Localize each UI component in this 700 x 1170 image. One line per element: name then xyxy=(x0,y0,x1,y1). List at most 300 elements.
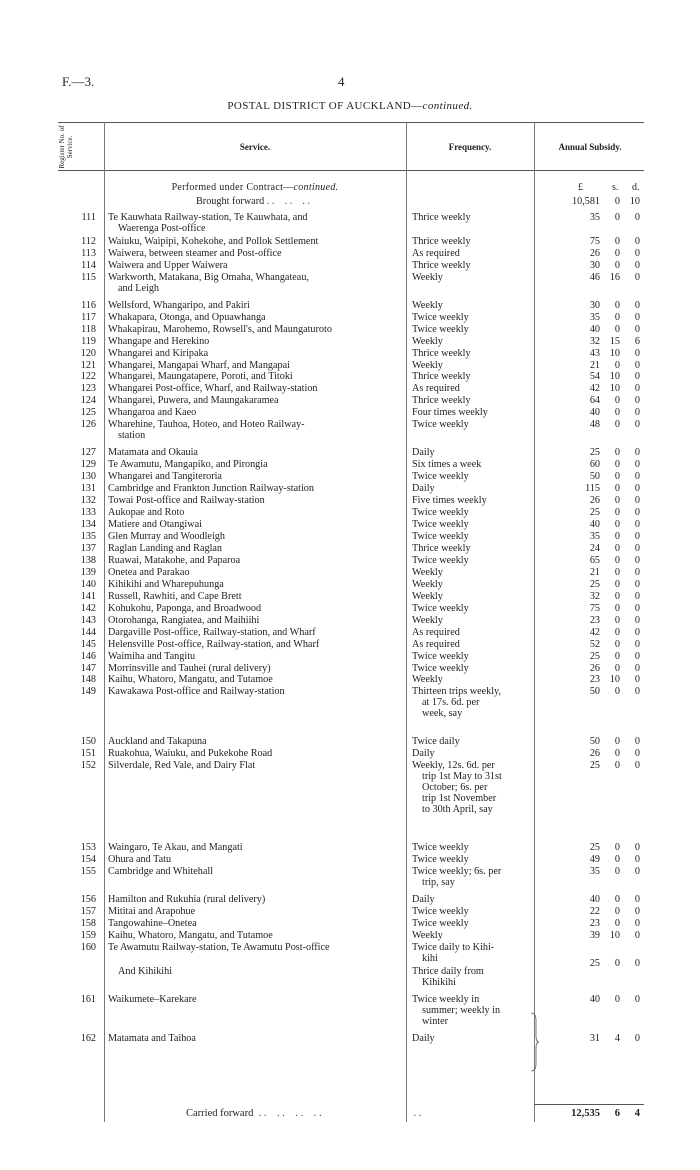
register-number: 161 xyxy=(80,993,96,1005)
subsidy-pence: 0 xyxy=(634,638,640,650)
subsidy-pounds: 21 xyxy=(589,359,600,371)
subsidy-pounds: 35 xyxy=(589,212,600,223)
frequency xyxy=(412,507,530,518)
frequency-line-more: kihi xyxy=(422,952,438,964)
frequency xyxy=(412,236,530,247)
subsidy-pence: 0 xyxy=(634,507,640,519)
brace-bracket xyxy=(530,1012,540,1072)
subsidy-shillings: 0 xyxy=(614,542,620,554)
service-line: Morrinsville and Tauhei (rural delivery) xyxy=(108,662,271,674)
subsidy-shillings: 0 xyxy=(614,419,620,431)
frequency-line: Weekly xyxy=(412,929,443,941)
frequency-line: Twice daily to Kihi- xyxy=(412,941,495,953)
frequency-line: Twice weekly xyxy=(412,662,469,674)
subsidy-pounds: 23 xyxy=(589,917,600,929)
subsidy-pounds: 54 xyxy=(589,371,600,383)
annual-subsidy xyxy=(538,348,642,360)
title-continued: continued. xyxy=(422,100,473,112)
service-name xyxy=(108,236,402,247)
subsidy-pence: 0 xyxy=(634,247,640,259)
service-line: Cambridge and Frankton Junction Railway-station xyxy=(108,483,314,495)
brought-forward-label: Brought forward xyxy=(196,196,265,207)
frequency xyxy=(412,748,530,759)
register-number: 115 xyxy=(81,271,96,283)
subsidy-pounds: 25 xyxy=(589,650,600,662)
subsidy-pence: 0 xyxy=(634,929,640,941)
service-line: Waimiha and Tangitu xyxy=(108,650,196,662)
register-number: 121 xyxy=(80,359,96,371)
frequency xyxy=(412,272,530,283)
subsidy-pounds: 52 xyxy=(589,638,600,650)
subsidy-pence: 0 xyxy=(634,554,640,566)
service-line: Te Kauwhata Railway-station, Te Kauwhata, and xyxy=(108,212,308,223)
frequency xyxy=(412,966,530,988)
service-line: Hamilton and Rukuhia (rural delivery) xyxy=(108,893,266,905)
subsidy-pounds: 25 xyxy=(589,842,600,854)
subsidy-shillings: 0 xyxy=(614,842,620,854)
subsidy-pounds: 50 xyxy=(589,471,600,483)
frequency xyxy=(412,894,530,905)
register-number: 125 xyxy=(80,407,96,419)
frequency-line: Weekly xyxy=(412,578,443,590)
frequency-line: Twice daily xyxy=(412,736,460,748)
service-name xyxy=(108,383,402,394)
service-line: Kohukohu, Paponga, and Broadwood xyxy=(108,602,262,614)
frequency xyxy=(412,395,530,406)
carried-forward-label: Carried forward xyxy=(186,1108,254,1119)
service-name xyxy=(108,371,402,382)
subsidy-pounds: 75 xyxy=(589,235,600,247)
annual-subsidy xyxy=(538,395,642,407)
subsidy-pounds: 23 xyxy=(589,674,600,686)
subsidy-shillings: 0 xyxy=(614,495,620,507)
subsidy-shillings: 0 xyxy=(614,917,620,929)
frequency-line: Daily xyxy=(412,893,435,905)
subsidy-pence: 0 xyxy=(634,760,640,772)
subsidy-pounds: 35 xyxy=(589,865,600,877)
subsidy-pounds: 39 xyxy=(589,929,600,941)
annual-subsidy xyxy=(538,531,642,543)
subsidy-pence: 0 xyxy=(634,614,640,626)
unit-pounds: £ xyxy=(578,182,583,193)
service-line: Waiuku, Waipipi, Kohekohe, and Pollok Settlement xyxy=(108,235,319,247)
subsidy-pence: 0 xyxy=(634,1033,640,1045)
subsidy-pounds: 40 xyxy=(589,993,600,1005)
register-number: 133 xyxy=(80,507,96,519)
service-name xyxy=(108,627,402,638)
register-number: 124 xyxy=(80,395,96,407)
register-number: 155 xyxy=(80,865,96,877)
frequency-line: Thrice weekly xyxy=(412,235,471,247)
annual-subsidy xyxy=(538,686,642,698)
service-line: Whangarei, Puwera, and Maungakaramea xyxy=(108,395,279,407)
annual-subsidy xyxy=(538,579,642,591)
leader-dots: . . . . . . . . . . xyxy=(258,1108,422,1119)
subsidy-shillings: 0 xyxy=(614,554,620,566)
subsidy-shillings: 0 xyxy=(614,662,620,674)
frequency xyxy=(412,591,530,602)
carried-forward-pence: 4 xyxy=(634,1108,640,1119)
subsidy-pence: 0 xyxy=(634,347,640,359)
subsidy-pounds: 64 xyxy=(589,395,600,407)
service-line: Auckland and Takapuna xyxy=(108,736,207,748)
subsidy-shillings: 10 xyxy=(609,929,620,941)
service-name xyxy=(108,966,412,977)
subsidy-shillings: 0 xyxy=(614,259,620,271)
frequency xyxy=(412,300,530,311)
frequency xyxy=(412,686,530,719)
annual-subsidy xyxy=(538,459,642,471)
service-line: Dargaville Post-office, Railway-station, and Wharf xyxy=(108,626,316,638)
service-line: Onetea and Parakao xyxy=(108,566,190,578)
frequency-line: Weekly xyxy=(412,299,443,311)
brought-forward-shillings: 0 xyxy=(614,196,620,207)
frequency-line: As required xyxy=(412,247,460,259)
service-name xyxy=(108,615,402,626)
frequency-line-more: trip 1st May to 31st xyxy=(422,771,502,783)
register-number: 116 xyxy=(81,299,96,311)
service-name xyxy=(108,531,402,542)
frequency xyxy=(412,579,530,590)
register-number: 118 xyxy=(81,323,96,335)
annual-subsidy xyxy=(538,760,642,772)
annual-subsidy xyxy=(538,663,642,675)
subsidy-pence: 0 xyxy=(634,893,640,905)
service-name xyxy=(108,300,402,311)
service-line: Whangarei Post-office, Wharf, and Railway-station xyxy=(108,383,318,395)
service-name xyxy=(108,495,402,506)
service-line: Whangape and Herekino xyxy=(108,335,210,347)
carried-forward-pounds: 12,535 xyxy=(571,1108,600,1119)
subsidy-pounds: 42 xyxy=(589,626,600,638)
frequency-line: Twice weekly xyxy=(412,507,469,519)
subsidy-pounds: 26 xyxy=(589,247,600,259)
frequency-line: Twice weekly in xyxy=(412,993,480,1005)
service-line: Te Awamutu, Mangapiko, and Pirongia xyxy=(108,459,268,471)
register-number: 137 xyxy=(80,542,96,554)
service-line: Warkworth, Matakana, Big Omaha, Whangateau, xyxy=(108,271,309,283)
frequency-line: Thrice weekly xyxy=(412,259,471,271)
register-number: 132 xyxy=(80,495,96,507)
service-name xyxy=(108,312,402,323)
register-number: 145 xyxy=(80,638,96,650)
subsidy-pounds: 30 xyxy=(589,299,600,311)
service-line: Wellsford, Whangaripo, and Pakiri xyxy=(108,299,250,311)
subsidy-pounds: 50 xyxy=(589,686,600,698)
subsidy-shillings: 0 xyxy=(614,483,620,495)
annual-subsidy xyxy=(538,383,642,395)
annual-subsidy xyxy=(538,447,642,459)
annual-subsidy xyxy=(538,419,642,431)
service-name xyxy=(108,567,402,578)
service-line: Silverdale, Red Vale, and Dairy Flat xyxy=(108,760,256,772)
register-number: 117 xyxy=(81,311,96,323)
subsidy-pence: 0 xyxy=(634,235,640,247)
service-name xyxy=(108,543,402,554)
service-line: Whangarei, Mangapai Wharf, and Mangapai xyxy=(108,359,290,371)
service-line: Wharehine, Tauhoa, Hoteo, and Hoteo Railway- xyxy=(108,419,305,431)
service-line: Waikumete–Karekare xyxy=(108,993,197,1005)
subsidy-shillings: 0 xyxy=(614,407,620,419)
subsidy-pounds: 25 xyxy=(589,507,600,519)
subsidy-shillings: 0 xyxy=(614,614,620,626)
subsidy-pounds: 24 xyxy=(589,542,600,554)
subsidy-pounds: 23 xyxy=(589,614,600,626)
service-line: Whangarei and Tangiteroria xyxy=(108,471,222,483)
subsidy-pounds: 40 xyxy=(589,893,600,905)
service-name xyxy=(108,395,402,406)
subsidy-pence: 0 xyxy=(634,271,640,283)
carried-forward-shillings: 6 xyxy=(614,1108,620,1119)
register-number: 122 xyxy=(80,371,96,383)
frequency-line-more: winter xyxy=(422,1015,449,1027)
service-line: Whakapara, Otonga, and Opuawhanga xyxy=(108,311,266,323)
annual-subsidy xyxy=(538,236,642,248)
register-number: 142 xyxy=(80,602,96,614)
register-number: 141 xyxy=(80,590,96,602)
subsidy-pence: 6 xyxy=(634,335,640,347)
subsidy-pounds: 49 xyxy=(589,854,600,865)
brought-forward-pence: 10 xyxy=(629,196,640,207)
service-name xyxy=(108,248,402,259)
service-line: Tangowahine–Onetea xyxy=(108,917,197,929)
frequency-line: Six times a week xyxy=(412,459,482,471)
subsidy-pence: 0 xyxy=(634,459,640,471)
subsidy-pence: 0 xyxy=(634,993,640,1005)
subsidy-pence: 0 xyxy=(634,905,640,917)
frequency xyxy=(412,930,530,941)
annual-subsidy xyxy=(538,360,642,372)
subsidy-pence: 0 xyxy=(634,259,640,271)
subsidy-shillings: 0 xyxy=(614,865,620,877)
annual-subsidy xyxy=(538,407,642,419)
service-line: Whakapirau, Marohemo, Rowsell's, and Maungaturoto xyxy=(108,323,332,335)
subsidy-pence: 0 xyxy=(634,311,640,323)
subsidy-pounds: 42 xyxy=(589,383,600,395)
frequency-line: Twice weekly xyxy=(412,530,469,542)
frequency-line-more: trip 1st November xyxy=(422,793,497,805)
service-line: Ohura and Tatu xyxy=(108,854,172,865)
frequency-line: Five times weekly xyxy=(412,495,487,507)
frequency-line: Daily xyxy=(412,447,435,459)
frequency xyxy=(412,627,530,638)
service-line: Mititai and Arapohue xyxy=(108,905,196,917)
header-subsidy: Annual Subsidy. xyxy=(558,142,622,152)
frequency-line-more: trip, say xyxy=(422,876,455,888)
page-reference: F.—3. xyxy=(62,74,95,89)
service-name xyxy=(108,519,402,530)
register-number: 112 xyxy=(81,235,96,247)
annual-subsidy xyxy=(538,312,642,324)
subsidy-pounds: 22 xyxy=(589,905,600,917)
subsidy-pounds: 60 xyxy=(589,459,600,471)
frequency xyxy=(412,639,530,650)
service-line: Whangaroa and Kaeo xyxy=(108,407,197,419)
subsidy-pounds: 32 xyxy=(589,335,600,347)
frequency xyxy=(412,531,530,542)
subsidy-pence: 0 xyxy=(634,530,640,542)
subsidy-pounds: 43 xyxy=(589,347,600,359)
subsidy-pounds: 25 xyxy=(589,447,600,459)
register-number: 156 xyxy=(80,893,96,905)
service-name xyxy=(108,348,402,359)
register-number: 114 xyxy=(81,259,96,271)
brought-forward-pounds: 10,581 xyxy=(571,196,600,207)
frequency-line-more: at 17s. 6d. per xyxy=(422,697,480,709)
service-name xyxy=(108,407,402,418)
subsidy-pounds: 50 xyxy=(589,736,600,748)
subsidy-pence: 0 xyxy=(634,371,640,383)
subsidy-shillings: 10 xyxy=(609,347,620,359)
frequency xyxy=(412,212,530,223)
frequency xyxy=(412,407,530,418)
subsidy-pence: 0 xyxy=(634,957,640,969)
frequency-line: Twice weekly xyxy=(412,471,469,483)
service-name xyxy=(108,324,402,335)
subsidy-pounds: 40 xyxy=(589,519,600,530)
annual-subsidy xyxy=(538,471,642,483)
frequency xyxy=(412,360,530,371)
frequency-line: Daily xyxy=(412,483,435,495)
unit-shillings: s. xyxy=(612,182,619,193)
frequency xyxy=(412,459,530,470)
service-line: Raglan Landing and Raglan xyxy=(108,542,223,554)
annual-subsidy xyxy=(538,736,642,748)
frequency-line: Twice weekly xyxy=(412,842,469,854)
frequency-line: Twice weekly xyxy=(412,323,469,335)
frequency xyxy=(412,519,530,530)
service-line: Russell, Rawhiti, and Cape Brett xyxy=(108,590,242,602)
subsidy-shillings: 0 xyxy=(614,395,620,407)
register-number: 139 xyxy=(80,566,96,578)
unit-pence: d. xyxy=(632,182,640,193)
frequency-line: Thirteen trips weekly, xyxy=(412,686,502,698)
frequency-line: Twice weekly xyxy=(412,650,469,662)
frequency xyxy=(412,663,530,674)
subsidy-shillings: 0 xyxy=(614,905,620,917)
subsidy-shillings: 0 xyxy=(614,760,620,772)
register-number: 159 xyxy=(80,929,96,941)
frequency xyxy=(412,483,530,494)
annual-subsidy xyxy=(538,615,642,627)
frequency-line: Weekly, 12s. 6d. per xyxy=(412,760,495,772)
subsidy-pence: 0 xyxy=(634,602,640,614)
frequency-line-more: week, say xyxy=(422,708,463,720)
service-name xyxy=(108,555,402,566)
subsidy-pence: 0 xyxy=(634,686,640,698)
service-line: Whangarei, Maungatapere, Poroti, and Titoki xyxy=(108,371,293,383)
frequency xyxy=(412,674,530,685)
frequency xyxy=(412,383,530,394)
annual-subsidy xyxy=(538,300,642,312)
frequency-line: Four times weekly xyxy=(412,407,488,419)
annual-subsidy xyxy=(538,930,642,942)
annual-subsidy xyxy=(538,651,642,663)
subsidy-pounds: 32 xyxy=(589,590,600,602)
frequency xyxy=(412,603,530,614)
subsidy-pounds: 25 xyxy=(589,760,600,772)
frequency xyxy=(412,942,530,964)
service-name xyxy=(108,336,402,347)
frequency-line: Weekly xyxy=(412,335,443,347)
register-number: 154 xyxy=(80,854,96,865)
subsidy-pounds: 25 xyxy=(589,957,600,969)
subsidy-shillings: 10 xyxy=(609,674,620,686)
subsidy-pounds: 25 xyxy=(589,578,600,590)
service-name xyxy=(108,272,402,294)
subsidy-pence: 0 xyxy=(634,419,640,431)
subsidy-pence: 0 xyxy=(634,842,640,854)
register-number: 146 xyxy=(80,650,96,662)
subsidy-pence: 0 xyxy=(634,662,640,674)
annual-subsidy xyxy=(538,854,642,866)
service-line: Kihikihi and Wharepuhunga xyxy=(108,578,224,590)
subsidy-shillings: 10 xyxy=(609,371,620,383)
annual-subsidy xyxy=(538,591,642,603)
service-name xyxy=(108,748,402,759)
service-line: Matamata and Okauia xyxy=(108,447,198,459)
page-number: 4 xyxy=(338,74,345,89)
annual-subsidy xyxy=(538,627,642,639)
frequency xyxy=(412,336,530,347)
frequency-line: Twice weekly xyxy=(412,311,469,323)
annual-subsidy xyxy=(538,567,642,579)
frequency-line: As required xyxy=(412,383,460,395)
register-number: 140 xyxy=(80,578,96,590)
service-name xyxy=(108,842,402,853)
service-name xyxy=(108,579,402,590)
subsidy-shillings: 0 xyxy=(614,311,620,323)
service-line: Ruakohua, Waiuku, and Pukekohe Road xyxy=(108,748,273,760)
subsidy-pounds: 26 xyxy=(589,748,600,760)
subsidy-pence: 0 xyxy=(634,483,640,495)
frequency xyxy=(412,495,530,506)
frequency-line: Twice weekly xyxy=(412,419,469,431)
register-number: 157 xyxy=(80,905,96,917)
frequency xyxy=(412,918,530,929)
annual-subsidy xyxy=(538,543,642,555)
frequency-line: Weekly xyxy=(412,590,443,602)
subsidy-shillings: 0 xyxy=(614,507,620,519)
service-name xyxy=(108,419,402,441)
register-number: 160 xyxy=(80,941,96,953)
subsidy-pounds: 48 xyxy=(589,419,600,431)
subsidy-shillings: 0 xyxy=(614,235,620,247)
subsidy-shillings: 0 xyxy=(614,893,620,905)
service-name xyxy=(108,994,402,1005)
leader-dots: . . . . . . xyxy=(266,196,311,207)
annual-subsidy xyxy=(538,212,642,224)
subsidy-pence: 0 xyxy=(634,566,640,578)
frequency xyxy=(412,348,530,359)
frequency-line: Daily xyxy=(412,1033,435,1045)
register-number: 147 xyxy=(80,662,96,674)
annual-subsidy xyxy=(538,842,642,854)
subsidy-shillings: 4 xyxy=(614,1033,620,1045)
frequency-line: Thrice weekly xyxy=(412,347,471,359)
subsidy-shillings: 0 xyxy=(614,519,620,530)
service-name xyxy=(108,591,402,602)
frequency xyxy=(412,651,530,662)
service-name xyxy=(108,663,402,674)
annual-subsidy xyxy=(538,272,642,284)
register-number: 150 xyxy=(80,736,96,748)
service-line: Whangarei and Kiripaka xyxy=(108,347,209,359)
annual-subsidy xyxy=(538,866,642,878)
service-line: Waiwera and Upper Waiwera xyxy=(108,259,228,271)
service-line: Matiere and Otangiwai xyxy=(108,519,202,530)
frequency-line: Twice weekly xyxy=(412,854,469,865)
